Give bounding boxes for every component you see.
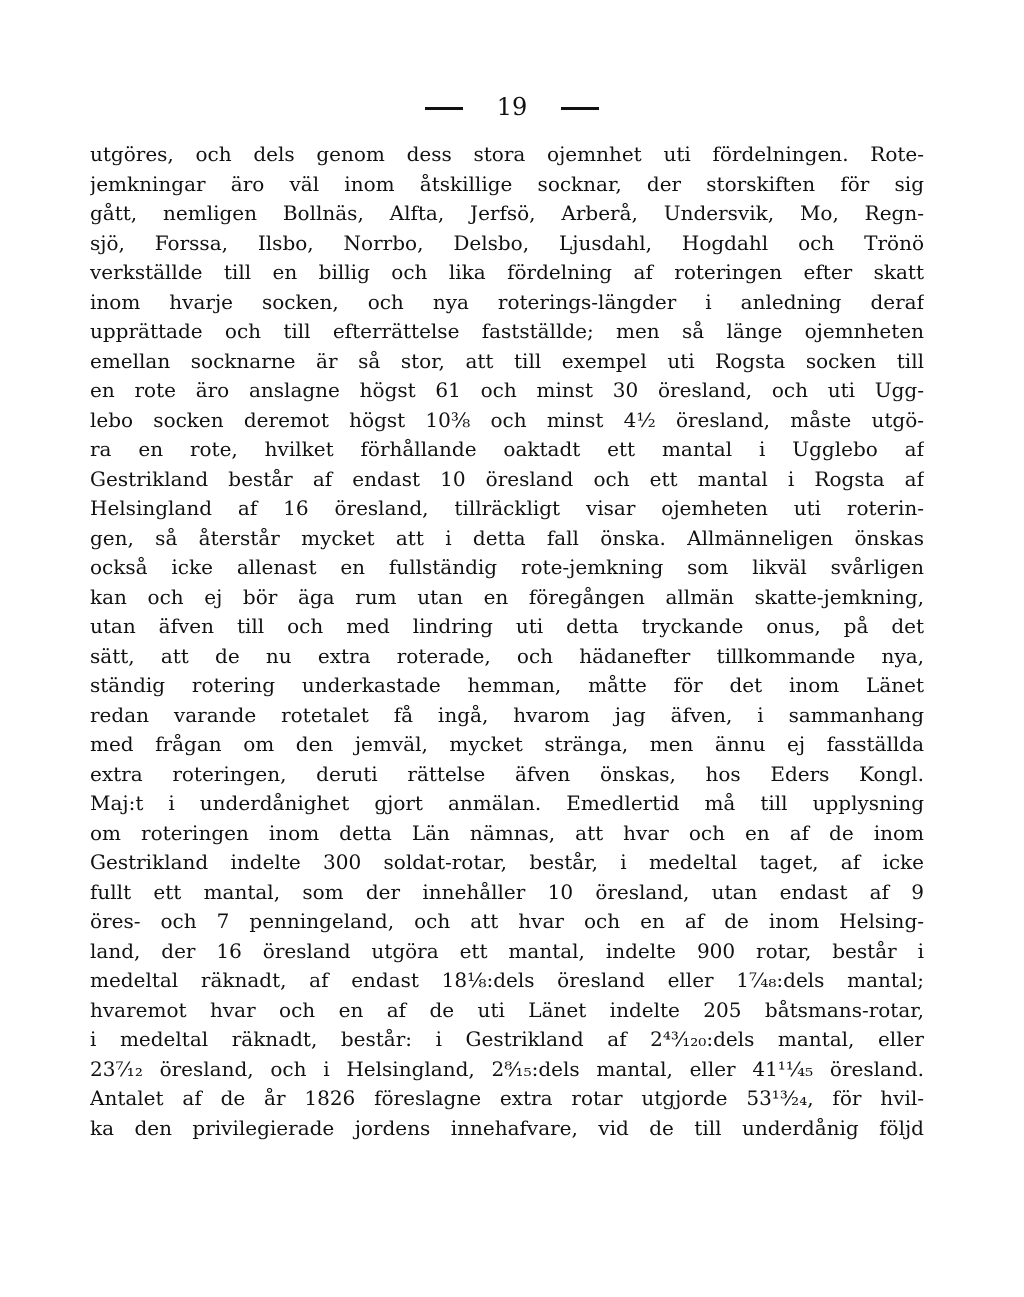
text-line: extra roteringen, deruti rättelse äfven önskas, hos Eders Kongl.: [90, 761, 924, 786]
text-line: ständig rotering underkastade hemman, måtte för det inom Länet: [90, 673, 924, 697]
page-number: 19: [496, 93, 528, 121]
page-header: [0, 92, 1024, 122]
text-line: hvaremot hvar och en af de uti Länet indelte 205 båtsmans-rotar,: [90, 997, 924, 1022]
text-line: i medeltal räknadt, består: i Gestrikland af 2⁴³⁄₁₂₀:dels mantal, eller: [90, 1027, 924, 1051]
text-line: medeltal räknadt, af endast 18⅛:dels öresland eller 1⁷⁄₄₈:dels mantal;: [90, 968, 924, 992]
text-line: gått, nemligen Bollnäs, Alfta, Jerfsö, Arberå, Undersvik, Mo, Regn-: [90, 201, 924, 225]
text-line: om roteringen inom detta Län nämnas, att hvar och en af de inom: [90, 820, 924, 845]
text-line: lebo socken deremot högst 10⅜ och minst 4½ öresland, måste utgö-: [90, 407, 924, 432]
text-line: verkställde till en billig och lika fördelning af roteringen efter skatt: [90, 260, 924, 284]
text-line: öres- och 7 penningeland, och att hvar och en af de inom Helsing-: [90, 909, 924, 933]
text-line: Maj:t i underdånighet gjort anmälan. Emedlertid må till upplysning: [90, 791, 924, 815]
text-line: utgöres, och dels genom dess stora ojemnhet uti fördelningen. Rote-: [90, 142, 924, 166]
header-dash-right: [561, 107, 599, 110]
text-line: 23⁷⁄₁₂ öresland, och i Helsingland, 2⁸⁄₁₅:dels mantal, eller 41¹¹⁄₄₅ öresland.: [90, 1056, 924, 1081]
text-line: ka den privilegierade jordens innehafvare, vid de till underdånig följd: [90, 1115, 924, 1140]
text-line: sätt, att de nu extra roterade, och hädanefter tillkommande nya,: [90, 643, 924, 668]
text-line: utan äfven till och med lindring uti detta tryckande onus, på det: [90, 614, 924, 638]
header-dash-left: [425, 107, 463, 110]
text-line: upprättade och till efterrättelse fastställde; men så länge ojemnheten: [90, 319, 924, 343]
text-line: inom hvarje socken, och nya roterings-längder i anledning deraf: [90, 289, 924, 314]
text-line: Gestrikland indelte 300 soldat-rotar, består, i medeltal taget, af icke: [90, 850, 924, 874]
text-line: fullt ett mantal, som der innehåller 10 öresland, utan endast af 9: [90, 879, 924, 904]
text-line: också icke allenast en fullständig rote-jemkning som likväl svårligen: [90, 555, 924, 579]
body-text: [90, 140, 924, 1143]
text-line: land, der 16 öresland utgöra ett mantal, indelte 900 rotar, består i: [90, 938, 924, 963]
text-line: emellan socknarne är så stor, att till exempel uti Rogsta socken till: [90, 348, 924, 373]
text-line: jemkningar äro väl inom åtskillige socknar, der storskiften för sig: [90, 171, 924, 196]
text-line: ra en rote, hvilket förhållande oaktadt ett mantal i Ugglebo af: [90, 437, 924, 461]
text-line: sjö, Forssa, Ilsbo, Norrbo, Delsbo, Ljusdahl, Hogdahl och Trönö: [90, 230, 924, 255]
text-line: Gestrikland består af endast 10 öresland och ett mantal i Rogsta af: [90, 466, 924, 491]
text-line: kan och ej bör äga rum utan en föregången allmän skatte-jemkning,: [90, 584, 924, 609]
text-line: en rote äro anslagne högst 61 och minst 30 öresland, och uti Ugg-: [90, 378, 924, 402]
text-line: redan varande rotetalet få ingå, hvarom jag äfven, i sammanhang: [90, 702, 924, 727]
text-line: gen, så återstår mycket att i detta fall önska. Allmänneligen önskas: [90, 525, 924, 550]
text-line: Helsingland af 16 öresland, tillräckligt visar ojemheten uti roterin-: [90, 496, 924, 520]
text-line: med frågan om den jemväl, mycket stränga, men ännu ej fasställda: [90, 732, 924, 756]
text-line: Antalet af de år 1826 föreslagne extra rotar utgjorde 53¹³⁄₂₄, för hvil-: [90, 1086, 924, 1110]
